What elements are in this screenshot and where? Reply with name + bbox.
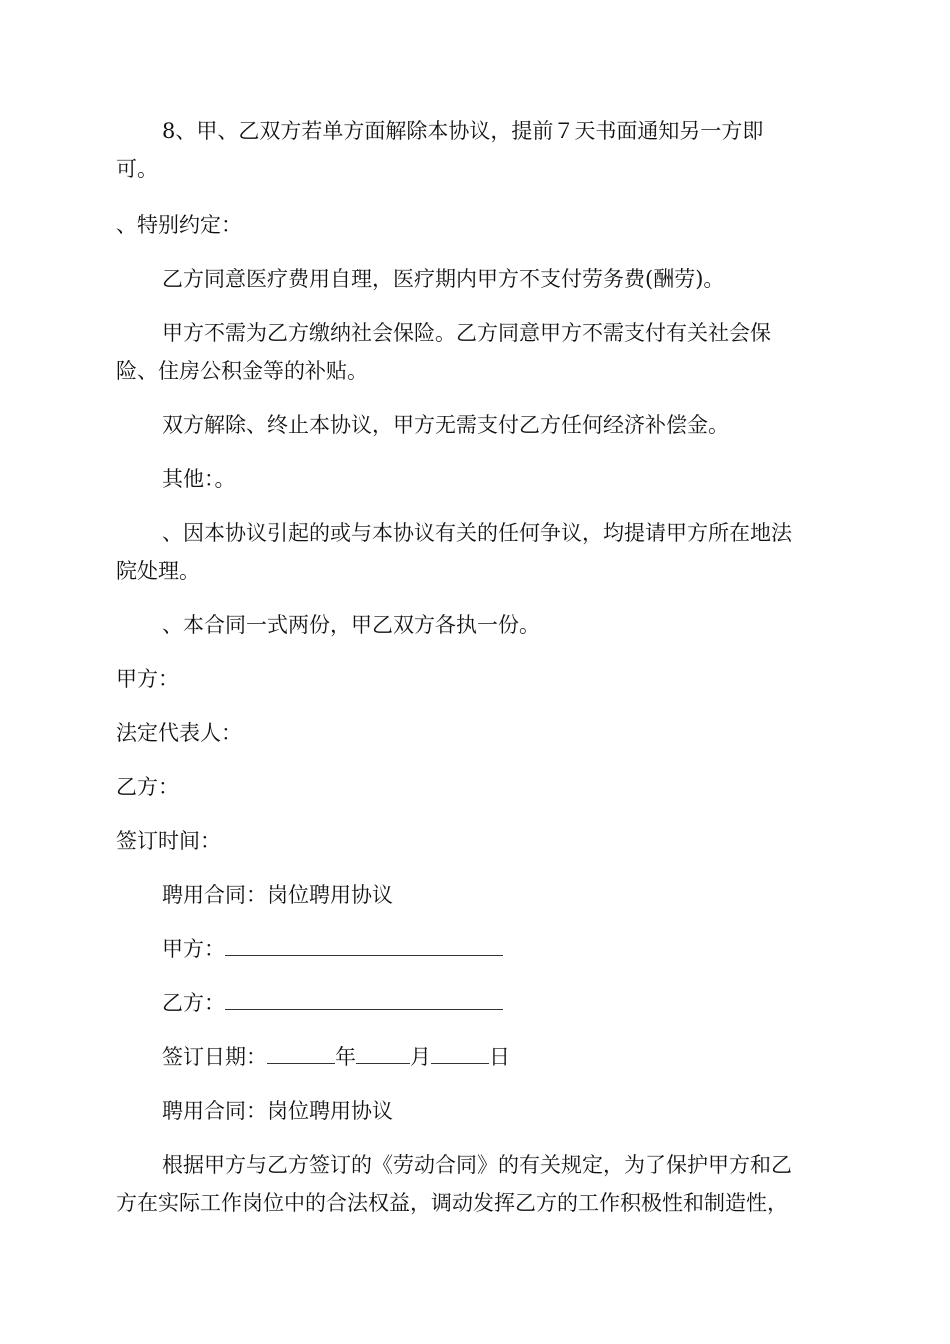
signing-date-field — [162, 1044, 510, 1070]
party-a-blank — [225, 937, 503, 956]
month-blank — [356, 1045, 410, 1064]
dispute-clause-line-2: 院处理。 — [116, 559, 200, 583]
legal-representative-label: 法定代表人： — [116, 721, 242, 745]
signing-date-label: 签订日期： — [162, 1045, 267, 1069]
contract-title-repeat: 聘用合同：岗位聘用协议 — [162, 1099, 393, 1123]
preamble-line-2: 方在实际工作岗位中的合法权益，调动发挥乙方的工作积极性和制造性， — [116, 1191, 788, 1215]
party-b-label: 乙方： — [116, 775, 179, 799]
special-term-2-line-2: 险、住房公积金等的补贴。 — [116, 359, 368, 383]
party-a-field — [162, 936, 503, 962]
clause-8-line-2: 可。 — [116, 157, 158, 181]
contract-title: 聘用合同：岗位聘用协议 — [162, 883, 393, 907]
special-terms-heading: 、特别约定： — [116, 213, 242, 237]
signing-time-label: 签订时间： — [116, 829, 221, 853]
party-b-blank — [225, 991, 503, 1010]
special-term-3: 双方解除、终止本协议，甲方无需支付乙方任何经济补偿金。 — [162, 413, 729, 437]
dispute-clause-line-1: 、因本协议引起的或与本协议有关的任何争议，均提请甲方所在地法 — [162, 521, 792, 545]
clause-8-line-1: 8、甲、乙双方若单方面解除本协议，提前７天书面通知另一方即 — [162, 119, 764, 143]
party-b-field — [162, 990, 503, 1016]
party-a-label: 甲方： — [116, 667, 179, 691]
other-terms: 其他：。 — [162, 467, 236, 491]
special-term-1: 乙方同意医疗费用自理，医疗期内甲方不支付劳务费(酬劳)。 — [162, 267, 725, 291]
day-blank — [431, 1045, 489, 1064]
party-a-field-label: 甲方： — [162, 937, 225, 961]
month-unit: 月 — [410, 1045, 431, 1069]
special-term-2-line-1: 甲方不需为乙方缴纳社会保险。乙方同意甲方不需支付有关社会保 — [162, 321, 771, 345]
year-unit: 年 — [335, 1045, 356, 1069]
day-unit: 日 — [489, 1045, 510, 1069]
copies-clause: 、本合同一式两份，甲乙双方各执一份。 — [162, 613, 540, 637]
year-blank — [267, 1045, 335, 1064]
party-b-field-label: 乙方： — [162, 991, 225, 1015]
preamble-line-1: 根据甲方与乙方签订的《劳动合同》的有关规定，为了保护甲方和乙 — [162, 1153, 792, 1177]
